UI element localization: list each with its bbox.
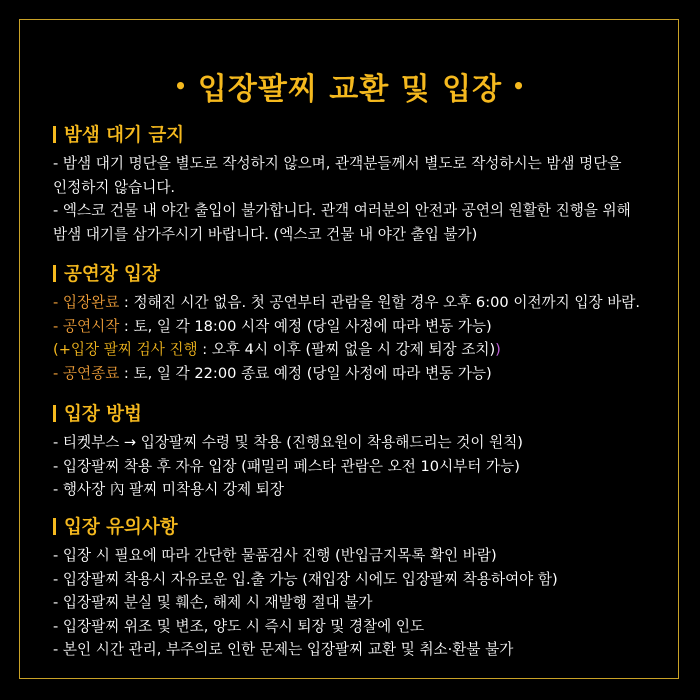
title-bullet-right: • <box>512 74 526 98</box>
show-end-line <box>53 362 673 386</box>
section-heading <box>53 399 673 427</box>
section-entry-method <box>53 399 673 502</box>
entry-complete-line <box>53 291 673 315</box>
wristband-check-line <box>53 338 673 362</box>
text-line: - 입장팔찌 착용 후 자유 입장 (패밀리 페스타 관람은 오전 10시부터 가능) <box>53 457 520 475</box>
text-line: - 행사장 內 팔찌 미착용시 강제 퇴장 <box>53 481 284 498</box>
heading-bar-icon <box>53 265 56 282</box>
section-heading-text: 밤샘 대기 금지 <box>64 125 185 146</box>
show-start-text: : 토, 일 각 18:00 시작 예정 (당일 사정에 따라 변동 가능) <box>119 317 492 335</box>
show-start-line <box>53 315 673 339</box>
section-venue-entry <box>53 259 673 385</box>
text-line: - 엑스코 건물 내 야간 출입이 불가합니다. 관객 여러분의 안전과 공연의 원활한 진행을 위해 <box>53 202 631 219</box>
heading-bar-icon <box>53 126 56 143</box>
text-line: - 밤샘 대기 명단을 별도로 작성하지 않으며, 관객분들께서 별도로 작성하시는 밤샘 명단을 <box>53 155 622 172</box>
section-heading <box>53 259 673 287</box>
entry-complete-label: - 입장완료 <box>53 294 120 311</box>
show-start-label: - 공연시작 <box>53 317 120 335</box>
page-title <box>0 64 700 108</box>
show-end-label: - 공연종료 <box>53 364 120 382</box>
section-heading <box>53 120 673 148</box>
entry-complete-text: : 정해진 시간 없음. 첫 공연부터 관람을 원할 경우 오후 6:00 이전까지 입장 바람. <box>119 294 641 311</box>
section-heading-text: 공연장 입장 <box>64 264 160 285</box>
wristband-check-text: : 오후 4시 이후 (팔찌 없을 시 강제 퇴장 조치) <box>197 341 496 358</box>
section-heading-text: 입장 방법 <box>64 404 142 425</box>
wristband-check-label: (+입장 팔찌 검사 진행 <box>53 341 198 358</box>
text-line: 밤샘 대기를 삼가주시기 바랍니다. (엑스코 건물 내 야간 출입 불가) <box>53 225 478 243</box>
text-line: - 입장팔찌 착용시 자유로운 입.출 가능 (재입장 시에도 입장팔찌 착용하여야 함) <box>53 570 558 588</box>
text-line: - 티켓부스 → 입장팔찌 수령 및 착용 (진행요원이 착용해드리는 것이 원칙) <box>53 434 524 451</box>
section-no-overnight-waiting <box>53 120 673 246</box>
section-heading-text: 입장 유의사항 <box>64 517 178 538</box>
text-line: 인정하지 않습니다. <box>53 178 176 196</box>
text-line: - 입장팔찌 위조 및 변조, 양도 시 즉시 퇴장 및 경찰에 인도 <box>53 617 425 635</box>
title-text: 입장팔찌 교환 및 입장 <box>197 72 503 107</box>
text-line: - 입장팔찌 분실 및 훼손, 해제 시 재발행 절대 불가 <box>53 594 373 611</box>
title-bullet-left: • <box>174 74 188 98</box>
section-entry-precautions <box>53 512 673 662</box>
wristband-check-close-paren: ) <box>495 341 501 358</box>
heading-bar-icon <box>53 405 56 422</box>
text-line: - 입장 시 필요에 따라 간단한 물품검사 진행 (반입금지목록 확인 바람) <box>53 547 497 564</box>
text-line: - 본인 시간 관리, 부주의로 인한 문제는 입장팔찌 교환 및 취소·환불 불가 <box>53 641 514 658</box>
heading-bar-icon <box>53 518 56 535</box>
show-end-text: : 토, 일 각 22:00 종료 예정 (당일 사정에 따라 변동 가능) <box>119 364 492 382</box>
section-heading <box>53 512 673 540</box>
